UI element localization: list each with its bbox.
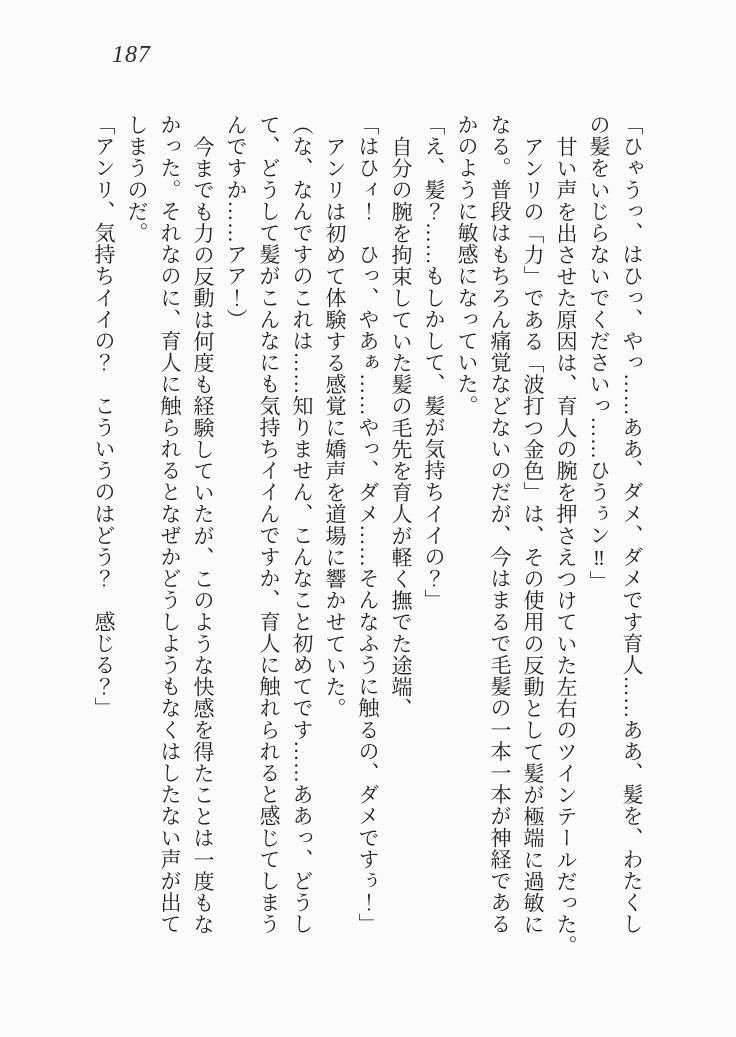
text-column: かった。それなのに、育人に触られるとなぜかどうしようもなくはしたない声が出て <box>158 114 182 935</box>
text-column: 「え、髪？……もしかして、髪が気持ちイイの？」 <box>422 114 446 611</box>
vertical-text-block <box>87 114 648 960</box>
text-column: の髪をいじらないでくださいっ……ひうぅン‼」 <box>587 114 611 593</box>
text-column: アンリは初めて体験する感覚に嬌声を道場に響かせていた。 <box>323 135 347 719</box>
text-column: かのように敏感になっていた。 <box>455 114 479 417</box>
text-column: しまうのだ。 <box>125 114 149 244</box>
text-column: 「アンリ、気持ちイイの？ こういうのはどう？ 感じる？」 <box>92 114 116 719</box>
text-column: 自分の腕を拘束していた髪の毛先を育人が軽く撫でた途端、 <box>389 135 413 719</box>
text-column: んですか……アア！） <box>224 114 248 330</box>
text-column: 「ひゃうっ、はひっ、やっ……ああ、ダメ、ダメです育人……ああ、髪を、わたくし <box>620 114 644 935</box>
text-column: （な、なんですのこれは……知りません、こんなこと初めてです……ああっ、どうし <box>290 114 314 935</box>
text-column: 今までも力の反動は何度も経験していたが、このような快感を得たことは一度もな <box>191 135 215 935</box>
text-column: て、どうして髪がこんなにも気持ちイイんですか、育人に触れられると感じてしまう <box>257 114 281 935</box>
text-column: 「はひィ！ ひっ、やあぁ……やっ、ダメ……そんなふうに触るの、ダメですぅ！」 <box>356 114 380 935</box>
text-column: なる。普段はもちろん痛覚などないのだが、今はまるで毛髪の一本一本が神経である <box>488 114 512 935</box>
text-column: アンリの「力」である「波打つ金色」は、その使用の反動として髪が極端に過敏に <box>521 135 545 935</box>
text-column: 甘い声を出させた原因は、育人の腕を押さえつけていた左右のツインテールだった。 <box>554 135 578 957</box>
page-number: 187 <box>112 42 151 68</box>
